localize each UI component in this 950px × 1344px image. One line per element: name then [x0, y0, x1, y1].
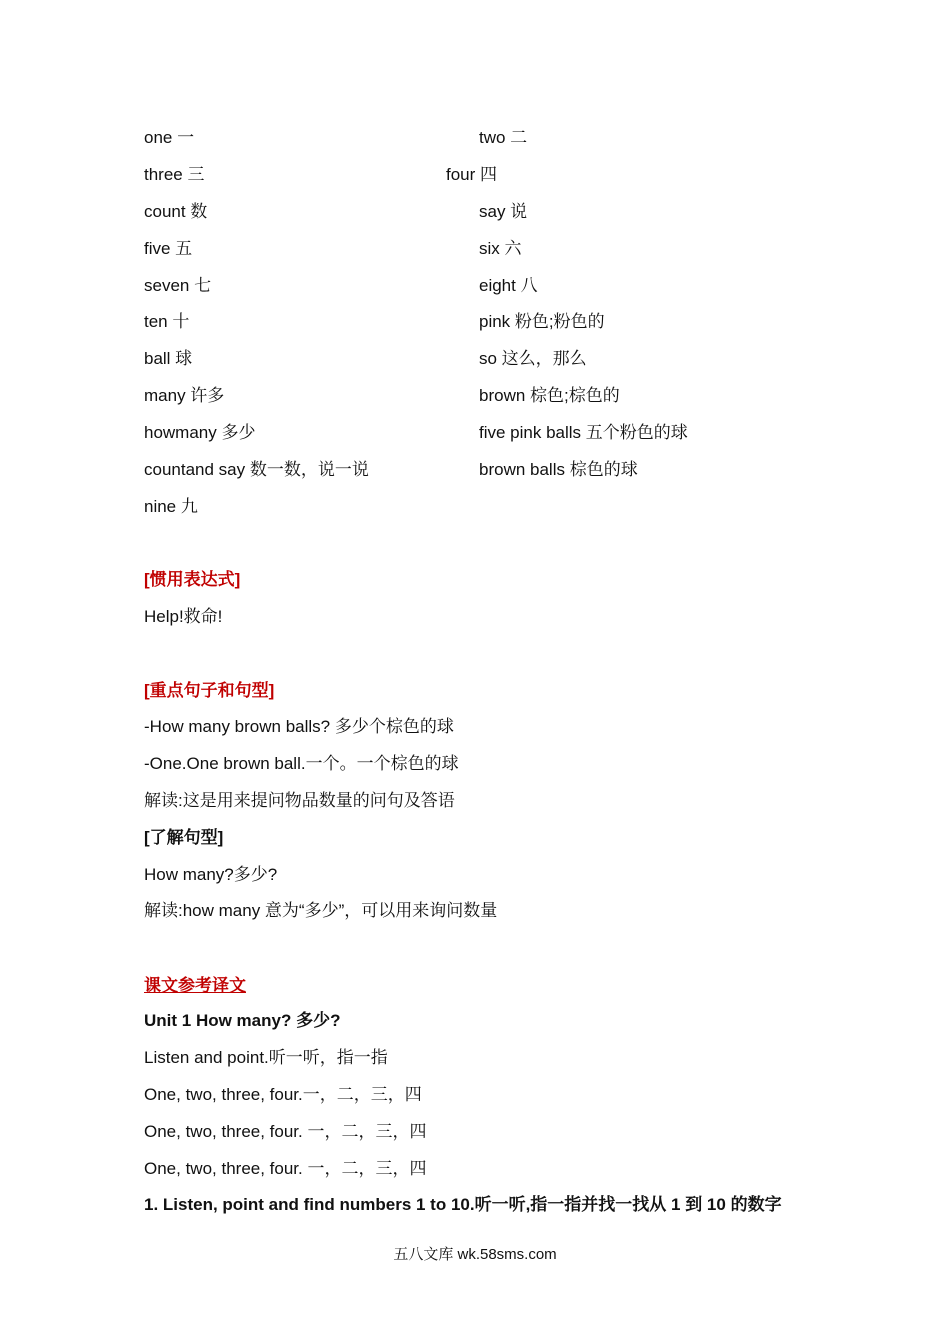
vocab-left-1: one 一 [144, 128, 195, 147]
vocab-right-10: brown balls 棕色的球 [479, 460, 638, 479]
vocab-right-4: six 六 [479, 239, 522, 258]
vocab-right-5: eight 八 [479, 276, 538, 295]
page-footer: 五八文库 wk.58sms.com [393, 1246, 557, 1263]
understand-heading: [了解句型] [144, 828, 224, 847]
vocab-left-6: ten 十 [144, 312, 190, 331]
vocab-left-2: three 三 [144, 165, 205, 184]
translation-line-1: Listen and point.听一听，指一指 [144, 1048, 388, 1067]
vocab-left-11: nine 九 [144, 497, 198, 516]
vocab-right-8: brown 棕色;棕色的 [479, 386, 620, 405]
vocab-left-5: seven 七 [144, 276, 212, 295]
translation-task: 1. Listen, point and find numbers 1 to 10.听一听,指一指并找一找从 1 到 10 的数字 [144, 1195, 782, 1214]
vocab-right-9: five pink balls 五个粉色的球 [479, 423, 688, 442]
translation-heading: 课文参考译文 [144, 976, 246, 995]
key-sentence-question: -How many brown balls? 多少个棕色的球 [144, 717, 454, 736]
idioms-heading: [惯用表达式] [144, 570, 241, 589]
vocab-left-3: count 数 [144, 202, 208, 221]
vocab-left-8: many 许多 [144, 386, 225, 405]
vocab-right-2: four 四 [446, 165, 498, 184]
key-sentence-explain: 解读:这是用来提问物品数量的问句及答语 [144, 791, 455, 810]
translation-line-3: One, two, three, four. 一，二，三，四 [144, 1122, 427, 1141]
idioms-line: Help!救命! [144, 607, 223, 626]
translation-line-4: One, two, three, four. 一，二，三，四 [144, 1159, 427, 1178]
translation-line-2: One, two, three, four.一，二，三，四 [144, 1085, 422, 1104]
understand-explain: 解读:how many 意为“多少”，可以用来询问数量 [144, 901, 498, 920]
vocab-right-3: say 说 [479, 202, 528, 221]
key-sentences-heading: [重点句子和句型] [144, 681, 275, 700]
vocab-right-7: so 这么，那么 [479, 349, 587, 368]
vocab-left-10: countand say 数一数，说一说 [144, 460, 369, 479]
unit-title: Unit 1 How many? 多少? [144, 1011, 341, 1030]
vocab-left-4: five 五 [144, 239, 193, 258]
key-sentence-answer: -One.One brown ball.一个。一个棕色的球 [144, 754, 459, 773]
understand-line: How many?多少? [144, 865, 278, 884]
vocab-left-7: ball 球 [144, 349, 193, 368]
vocab-right-6: pink 粉色;粉色的 [479, 312, 605, 331]
vocab-left-9: howmany 多少 [144, 423, 256, 442]
vocab-right-1: two 二 [479, 128, 528, 147]
